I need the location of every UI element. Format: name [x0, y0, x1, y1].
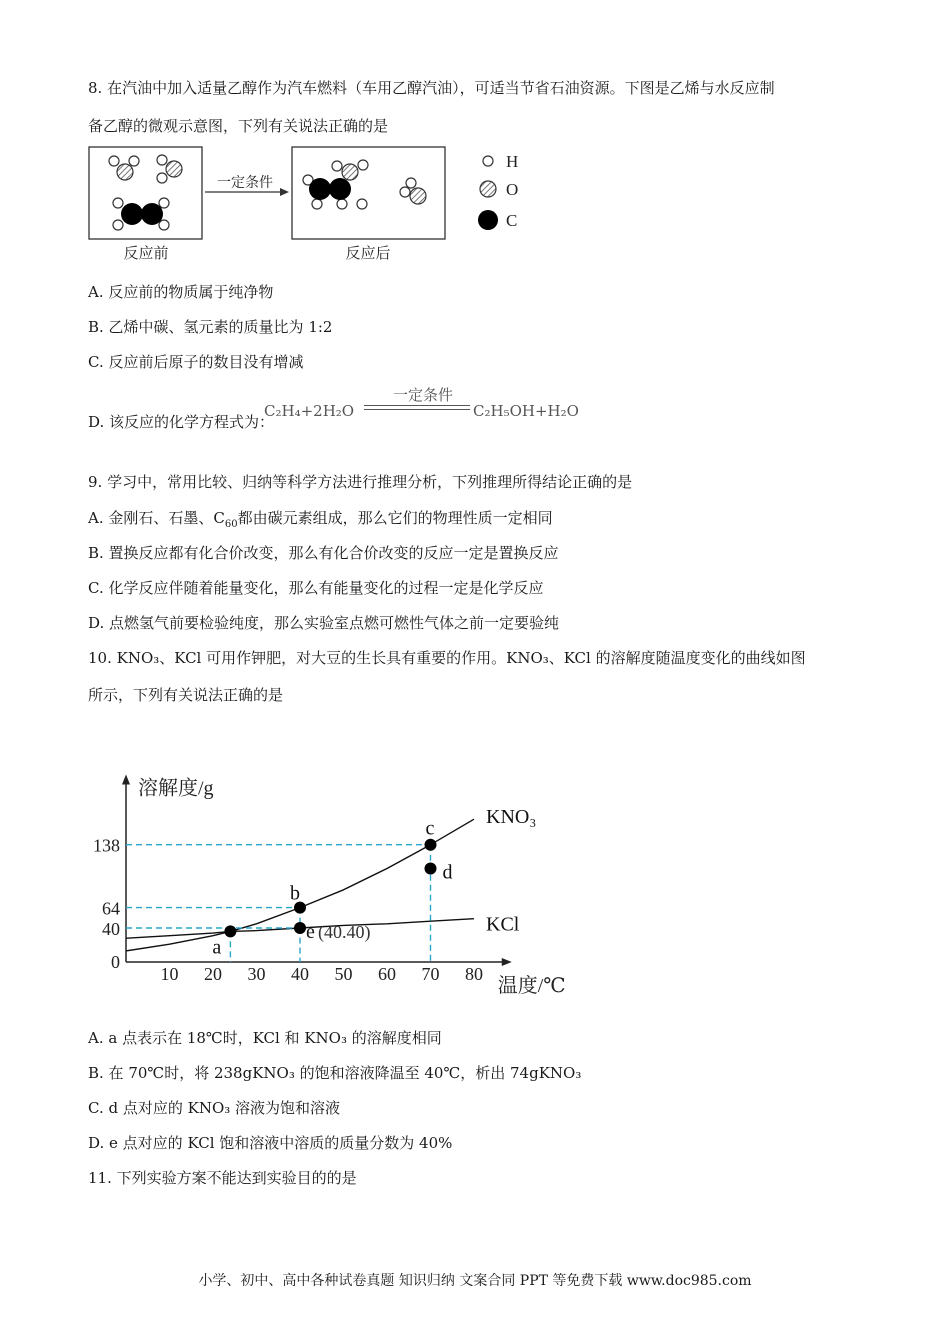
- data-point-a: [224, 925, 236, 937]
- q8-option-d-prefix: D. 该反应的化学方程式为：: [88, 413, 275, 431]
- q9-option-a: [88, 508, 553, 535]
- atom-legend: [478, 152, 518, 230]
- ethylene-molecule: [113, 198, 169, 230]
- q8-stem-line2: 备乙醇的微观示意图，下列有关说法正确的是: [88, 117, 389, 135]
- q8-equation-rhs: C₂H₅OH+H₂O: [473, 402, 579, 420]
- q8-option-b: B. 乙烯中碳、氢元素的质量比为 1:2: [88, 318, 333, 336]
- y-tick-label: 138: [93, 835, 120, 856]
- q8-option-c: C. 反应前后原子的数目没有增减: [88, 353, 304, 371]
- q9-option-b: B. 置换反应都有化合价改变，那么有化合价改变的反应一定是置换反应: [88, 544, 559, 562]
- q10-option-d: D. e 点对应的 KCl 饱和溶液中溶质的质量分数为 40%: [88, 1134, 453, 1152]
- point-e-annotation: (40.40): [318, 922, 371, 942]
- q8-equation-condition: 一定条件: [393, 386, 454, 404]
- ethanol-molecule: [303, 160, 368, 209]
- series-label: KCl: [486, 913, 520, 936]
- point-label-d: d: [442, 861, 453, 884]
- x-axis-arrow: [502, 958, 512, 966]
- before-box: [89, 147, 202, 239]
- q8-equation-lhs: C₂H₄+2H₂O: [264, 402, 355, 420]
- point-label-c: c: [425, 817, 435, 840]
- y-axis-arrow: [122, 775, 130, 785]
- q10-stem-line1: 10. KNO₃、KCl 可用作钾肥，对大豆的生长具有重要的作用。KNO₃、KCl 的溶解度随温度变化的曲线如图: [88, 649, 806, 667]
- water-molecule: [157, 155, 182, 183]
- y-tick-label: 0: [111, 952, 120, 972]
- q10-option-a: A. a 点表示在 18℃时，KCl 和 KNO₃ 的溶解度相同: [88, 1029, 442, 1047]
- data-point-d: [425, 863, 437, 875]
- before-label: 反应前: [123, 246, 169, 262]
- water-molecule: [109, 156, 139, 180]
- y-tick-label: 40: [102, 919, 120, 939]
- q10-option-c: C. d 点对应的 KNO₃ 溶液为饱和溶液: [88, 1099, 341, 1117]
- y-axis-label: 溶解度/g: [138, 777, 214, 800]
- y-tick-label: 64: [102, 898, 120, 919]
- solubility-chart: [80, 710, 600, 1000]
- q9-a-sub: 60: [224, 519, 238, 530]
- q9-stem: 9. 学习中，常用比较、归纳等科学方法进行推理分析，下列推理所得结论正确的是: [88, 473, 633, 491]
- data-point-c: [425, 839, 437, 851]
- q8-stem-line1: 8. 在汽油中加入适量乙醇作为汽车燃料（车用乙醇汽油），可适当节省石油资源。下图是乙烯与水反应制: [88, 79, 775, 97]
- footer-text: 小学、初中、高中各种试卷真题 知识归纳 文案合同 PPT 等免费下载 www.doc985.com: [198, 1273, 752, 1289]
- data-point-e: [294, 922, 306, 934]
- q9-a-post: 都由碳元素组成，那么它们的物理性质一定相同: [237, 509, 553, 527]
- x-tick-label: 60: [378, 964, 396, 984]
- point-label-b: b: [290, 882, 300, 905]
- point-label-e: e: [306, 921, 315, 943]
- x-tick-label: 50: [334, 964, 353, 984]
- q11-stem: 11. 下列实验方案不能达到实验目的的是: [88, 1169, 357, 1187]
- point-label-a: a: [212, 936, 222, 959]
- x-axis-label: 温度/℃: [497, 975, 566, 997]
- after-label: 反应后: [345, 246, 391, 262]
- reaction-diagram: [80, 140, 540, 270]
- q10-option-b: B. 在 70℃时，将 238gKNO₃ 的饱和溶液降温至 40℃，析出 74gKNO₃: [88, 1064, 582, 1082]
- q8-option-a: A. 反应前的物质属于纯净物: [88, 283, 274, 301]
- q9-option-d: D. 点燃氢气前要检验纯度，那么实验室点燃可燃性气体之前一定要验纯: [88, 614, 560, 632]
- x-tick-label: 10: [160, 964, 179, 984]
- x-tick-label: 40: [291, 964, 309, 984]
- x-tick-label: 30: [247, 964, 266, 984]
- legend-h: H: [506, 152, 519, 171]
- arrow-condition-label: 一定条件: [217, 176, 273, 191]
- x-tick-label: 20: [204, 964, 222, 984]
- equals-sign: [364, 405, 470, 410]
- x-tick-label: 70: [421, 964, 440, 984]
- q9-option-c: C. 化学反应伴随着能量变化，那么有能量变化的过程一定是化学反应: [88, 579, 544, 597]
- series-label: KNO₃: [486, 806, 537, 829]
- water-molecule: [400, 178, 426, 204]
- legend-c: C: [506, 211, 518, 230]
- q9-a-pre: A. 金刚石、石墨、C: [88, 509, 225, 527]
- x-tick-label: 80: [465, 964, 483, 984]
- q10-stem-line2: 所示，下列有关说法正确的是: [88, 686, 284, 704]
- legend-o: O: [506, 180, 519, 199]
